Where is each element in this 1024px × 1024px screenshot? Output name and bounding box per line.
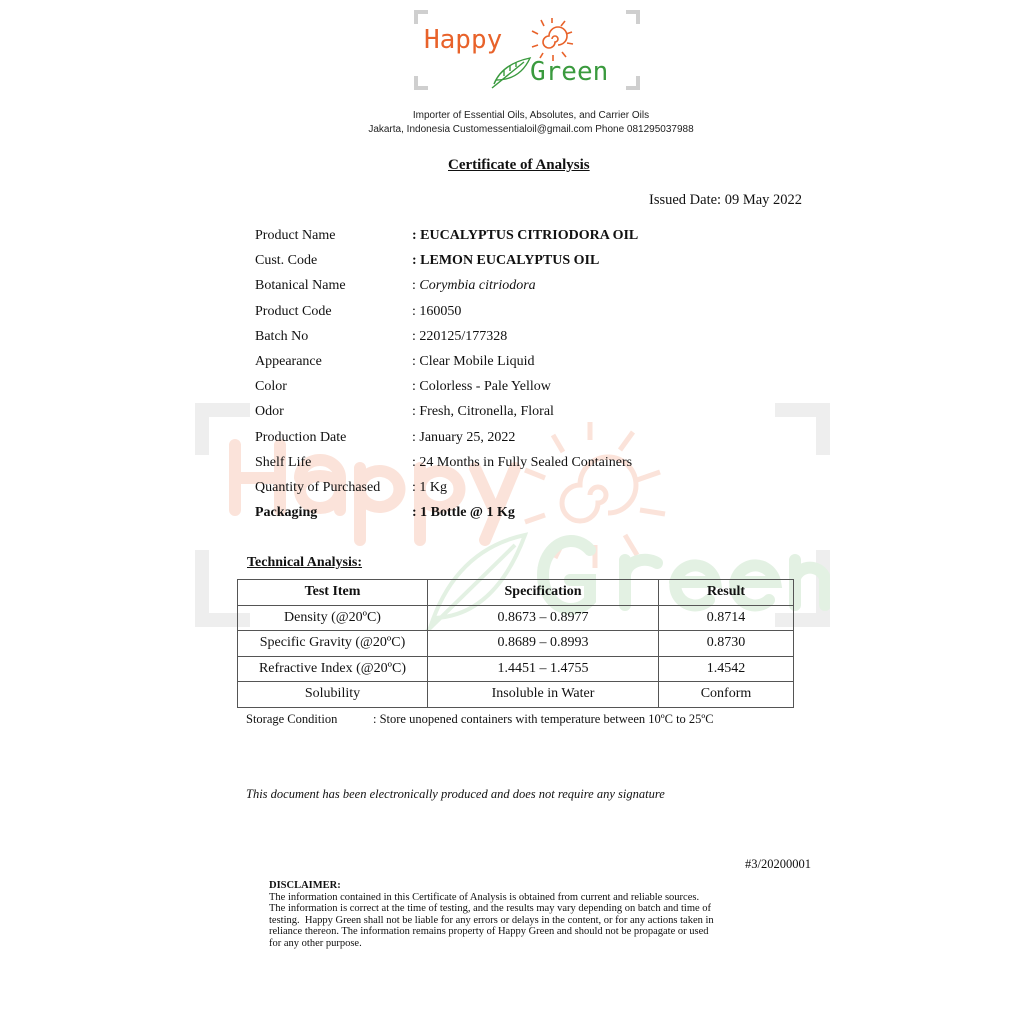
issued-date: Issued Date: 09 May 2022 <box>649 192 803 208</box>
storage-condition <box>246 712 714 727</box>
table-header-row <box>238 580 794 606</box>
disclaimer-line: testing. Happy Green shall not be liable for any errors or delays in the content, or for any actions taken in <box>269 914 714 926</box>
document-number: #3/20200001 <box>745 857 811 871</box>
electronic-signature-note: This document has been electronically produced and does not require any signature <box>246 787 665 801</box>
storage-label: Storage Condition <box>246 712 338 726</box>
info-row-quantity <box>255 479 638 504</box>
happy-green-logo <box>412 8 642 92</box>
table-row <box>238 682 794 708</box>
technical-analysis-table <box>237 579 794 708</box>
info-row-packaging <box>255 504 638 529</box>
info-value: : 1 Kg <box>412 479 447 495</box>
info-value-prefix: : <box>412 278 420 294</box>
product-info-list <box>255 227 638 529</box>
column-header-test-item: Test Item <box>238 580 428 606</box>
test-item-cell: Solubility <box>238 682 428 708</box>
info-row-product-code <box>255 303 638 328</box>
info-row-shelf-life <box>255 454 638 479</box>
info-label: Production Date <box>255 429 347 445</box>
info-value: : 220125/177328 <box>412 328 508 344</box>
info-value: : 1 Bottle @ 1 Kg <box>412 505 515 521</box>
company-contact: Jakarta, Indonesia Customessentialoil@gmail.com Phone 081295037988 <box>368 124 694 135</box>
info-row-batch-no <box>255 328 638 353</box>
info-value: : LEMON EUCALYPTUS OIL <box>412 253 600 269</box>
test-item-cell: Specific Gravity (@20ºC) <box>238 631 428 657</box>
info-value: : January 25, 2022 <box>412 429 516 445</box>
info-row-production-date <box>255 429 638 454</box>
table-row <box>238 656 794 682</box>
disclaimer <box>269 880 809 949</box>
info-value: : Clear Mobile Liquid <box>412 353 535 369</box>
technical-analysis-heading: Technical Analysis: <box>247 555 363 570</box>
result-cell: 0.8730 <box>659 631 794 657</box>
storage-value: : Store unopened containers with temperature between 10ºC to 25ºC <box>373 712 714 726</box>
info-value: : 160050 <box>412 303 462 319</box>
column-header-specification: Specification <box>428 580 659 606</box>
company-tagline: Importer of Essential Oils, Absolutes, and Carrier Oils <box>412 110 650 121</box>
info-row-product-name <box>255 227 638 252</box>
specification-cell: 0.8673 – 0.8977 <box>428 605 659 631</box>
result-cell: Conform <box>659 682 794 708</box>
disclaimer-line: for any other purpose. <box>269 937 362 949</box>
disclaimer-heading: DISCLAIMER: <box>269 880 341 891</box>
company-logo <box>412 8 642 92</box>
info-row-botanical-name <box>255 277 638 302</box>
info-label: Odor <box>255 404 284 420</box>
info-value <box>412 277 536 302</box>
logo-word-happy: Happy <box>424 25 503 55</box>
sun-icon <box>532 18 573 61</box>
info-label: Color <box>255 379 287 395</box>
disclaimer-line: The information is correct at the time of testing, and the results may vary depending on batch and time of <box>269 903 712 914</box>
logo-word-green: Green <box>530 57 609 87</box>
info-value: : Colorless - Pale Yellow <box>412 379 551 395</box>
info-label: Cust. Code <box>255 253 318 269</box>
test-item-cell: Refractive Index (@20ºC) <box>238 656 428 682</box>
info-label: Product Code <box>255 303 332 319</box>
company-header <box>0 109 1024 137</box>
test-item-cell: Density (@20ºC) <box>238 605 428 631</box>
result-cell: 0.8714 <box>659 605 794 631</box>
specification-cell: 0.8689 – 0.8993 <box>428 631 659 657</box>
result-cell: 1.4542 <box>659 656 794 682</box>
table-row <box>238 631 794 657</box>
disclaimer-line: The information contained in this Certificate of Analysis is obtained from current and reliable sources. <box>269 891 700 903</box>
info-value: : EUCALYPTUS CITRIODORA OIL <box>412 228 639 243</box>
info-value: : 24 Months in Fully Sealed Containers <box>412 454 633 470</box>
info-label: Appearance <box>255 353 322 369</box>
info-row-odor <box>255 403 638 428</box>
info-label: Botanical Name <box>255 278 346 294</box>
info-label: Quantity of Purchased <box>255 479 381 495</box>
botanical-name-value: Corymbia citriodora <box>419 278 536 294</box>
disclaimer-line: reliance thereon. The information remains property of Happy Green and should not be propagate or used <box>269 926 709 937</box>
table-row <box>238 605 794 631</box>
info-row-appearance <box>255 353 638 378</box>
specification-cell: Insoluble in Water <box>428 682 659 708</box>
info-label: Packaging <box>255 505 318 521</box>
column-header-result: Result <box>659 580 794 606</box>
info-row-cust-code <box>255 252 638 277</box>
leaf-icon <box>492 58 530 88</box>
info-value: : Fresh, Citronella, Floral <box>412 404 554 420</box>
info-label: Shelf Life <box>255 454 312 470</box>
info-label: Batch No <box>255 328 309 344</box>
info-label: Product Name <box>255 228 336 243</box>
specification-cell: 1.4451 – 1.4755 <box>428 656 659 682</box>
info-row-color <box>255 378 638 403</box>
page-title: Certificate of Analysis <box>448 157 590 173</box>
